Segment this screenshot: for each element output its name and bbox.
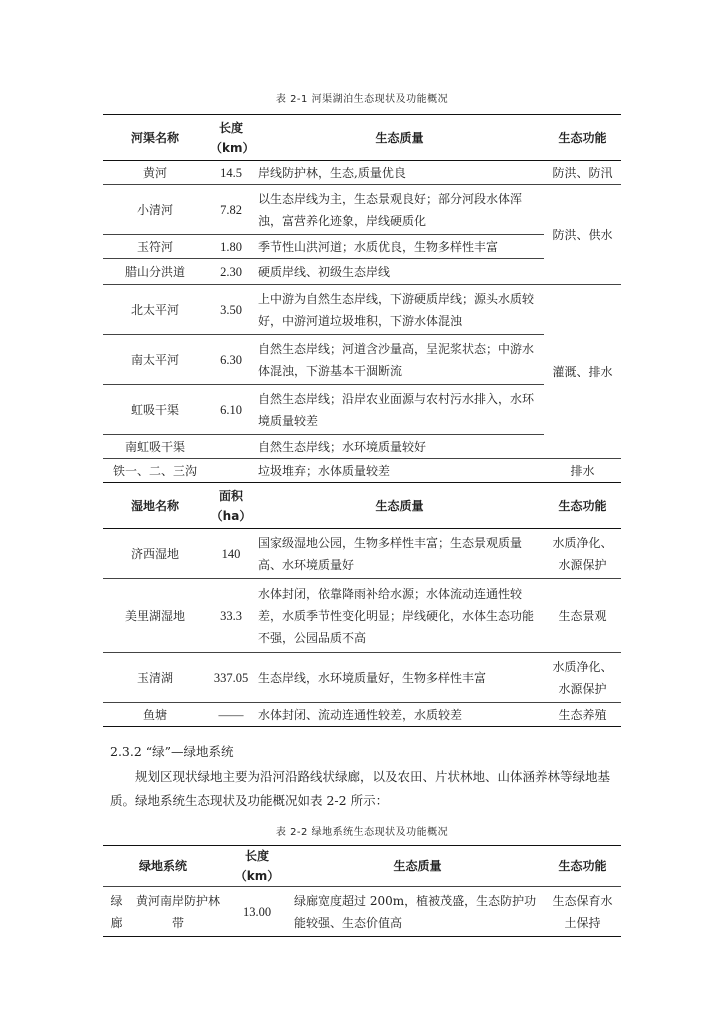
wetland-quality: 水体封闭，依靠降雨补给水源；水体流动连通性较差，水质季节性变化明显；岸线硬化，水体生态功能不强，公园品质不高 (255, 579, 544, 653)
river-length: 7.82 (207, 185, 255, 235)
river-function: 灌溉、排水 (544, 285, 621, 459)
river-table (103, 114, 621, 727)
river-quality: 上中游为自然生态岸线，下游硬质岸线；源头水质较好，中游河道垃圾堆积，下游水体混浊 (255, 285, 544, 335)
river-length: 3.50 (207, 285, 255, 335)
river-name: 南虹吸干渠 (103, 435, 207, 459)
greenspace-function: 生态保育水土保持 (544, 887, 621, 937)
greenspace-table (103, 845, 621, 937)
table-row (103, 161, 621, 185)
table-row (103, 335, 621, 385)
col-header-wetland-name: 湿地名称 (103, 483, 207, 529)
section-paragraph: 规划区现状绿地主要为沿河沿路线状绿廊，以及农田、片状林地、山体涵养林等绿地基质。绿地系统生态现状及功能概况如表 2-2 所示： (110, 769, 611, 808)
wetland-area: 33.3 (207, 579, 255, 653)
table-row (103, 185, 621, 235)
wetland-area: 337.05 (207, 653, 255, 703)
table-row (103, 459, 621, 483)
river-quality: 自然生态岸线；河道含沙量高，呈泥浆状态；中游水体混浊，下游基本干涸断流 (255, 335, 544, 385)
col-header-function: 生态功能 (558, 130, 607, 145)
table-row (103, 259, 621, 285)
table-row (103, 529, 621, 579)
table1-caption: 表 2-1 河渠湖泊生态现状及功能概况 (275, 94, 449, 105)
river-name: 虹吸干渠 (103, 385, 207, 435)
col-header-length: 长度（km） (234, 849, 280, 883)
table-row (103, 579, 621, 653)
river-name: 小清河 (103, 185, 207, 235)
wetland-area: 140 (207, 529, 255, 579)
river-name: 北太平河 (103, 285, 207, 335)
wetland-function: 水质净化、水源保护 (544, 653, 621, 703)
col-header-function: 生态功能 (558, 859, 607, 873)
wetland-quality: 生态岸线，水环境质量好，生物多样性丰富 (255, 653, 544, 703)
table-row (103, 385, 621, 435)
river-function: 防洪、防汛 (544, 161, 621, 185)
river-name: 南太平河 (103, 335, 207, 385)
river-quality: 自然生态岸线；沿岸农业面源与农村污水排入，水环境质量较差 (255, 385, 544, 435)
wetland-name: 玉清湖 (103, 653, 207, 703)
col-header-quality: 生态质量 (375, 130, 424, 145)
river-length (207, 459, 255, 483)
greenspace-category: 绿廊 (103, 887, 133, 937)
wetland-function: 生态景观 (544, 579, 621, 653)
greenspace-quality: 绿廊宽度超过 200m，植被茂盛，生态防护功能较强、生态价值高 (291, 887, 544, 937)
wetland-name: 美里湖湿地 (103, 579, 207, 653)
wetland-area: —— (207, 703, 255, 727)
col-header-quality: 生态质量 (393, 859, 442, 873)
river-length: 6.10 (207, 385, 255, 435)
col-header-system: 绿地系统 (139, 859, 188, 873)
river-quality: 自然生态岸线；水环境质量较好 (255, 435, 544, 459)
section-heading: 2.3.2 “绿”—绿地系统 (110, 744, 234, 759)
table2-caption: 表 2-2 绿地系统生态现状及功能概况 (275, 827, 449, 838)
river-quality: 硬质岸线、初级生态岸线 (255, 259, 544, 285)
river-name: 腊山分洪道 (103, 259, 207, 285)
river-length: 6.30 (207, 335, 255, 385)
river-function: 排水 (544, 459, 621, 483)
col-header-name: 河渠名称 (130, 130, 179, 145)
col-header-function: 生态功能 (544, 483, 621, 529)
table-row (103, 703, 621, 727)
river-length: 2.30 (207, 259, 255, 285)
greenspace-length: 13.00 (223, 887, 291, 937)
col-header-area: 面积 （ha） (207, 483, 255, 529)
river-name: 黄河 (103, 161, 207, 185)
wetland-quality: 国家级湿地公园，生物多样性丰富；生态景观质量高、水环境质量好 (255, 529, 544, 579)
table-row (103, 285, 621, 335)
greenspace-name: 黄河南岸防护林带 (133, 887, 223, 937)
col-header-length: 长度 （km） (210, 120, 255, 155)
river-name: 玉符河 (103, 235, 207, 259)
table-row (103, 435, 621, 459)
river-length (207, 435, 255, 459)
wetland-name: 济西湿地 (103, 529, 207, 579)
wetland-name: 鱼塘 (103, 703, 207, 727)
river-quality: 垃圾堆弃；水体质量较差 (255, 459, 544, 483)
table-row (103, 887, 621, 937)
table-row (103, 235, 621, 259)
river-quality: 季节性山洪河道；水质优良，生物多样性丰富 (255, 235, 544, 259)
river-length: 1.80 (207, 235, 255, 259)
river-name: 铁一、二、三沟 (103, 459, 207, 483)
col-header-quality: 生态质量 (255, 483, 544, 529)
wetland-function: 生态养殖 (544, 703, 621, 727)
river-length: 14.5 (207, 161, 255, 185)
river-quality: 岸线防护林，生态,质量优良 (255, 161, 544, 185)
wetland-quality: 水体封闭、流动连通性较差，水质较差 (255, 703, 544, 727)
river-function: 防洪、供水 (544, 185, 621, 285)
table-row (103, 653, 621, 703)
wetland-function: 水质净化、水源保护 (544, 529, 621, 579)
river-quality: 以生态岸线为主，生态景观良好；部分河段水体浑浊，富营养化迹象，岸线硬质化 (255, 185, 544, 235)
